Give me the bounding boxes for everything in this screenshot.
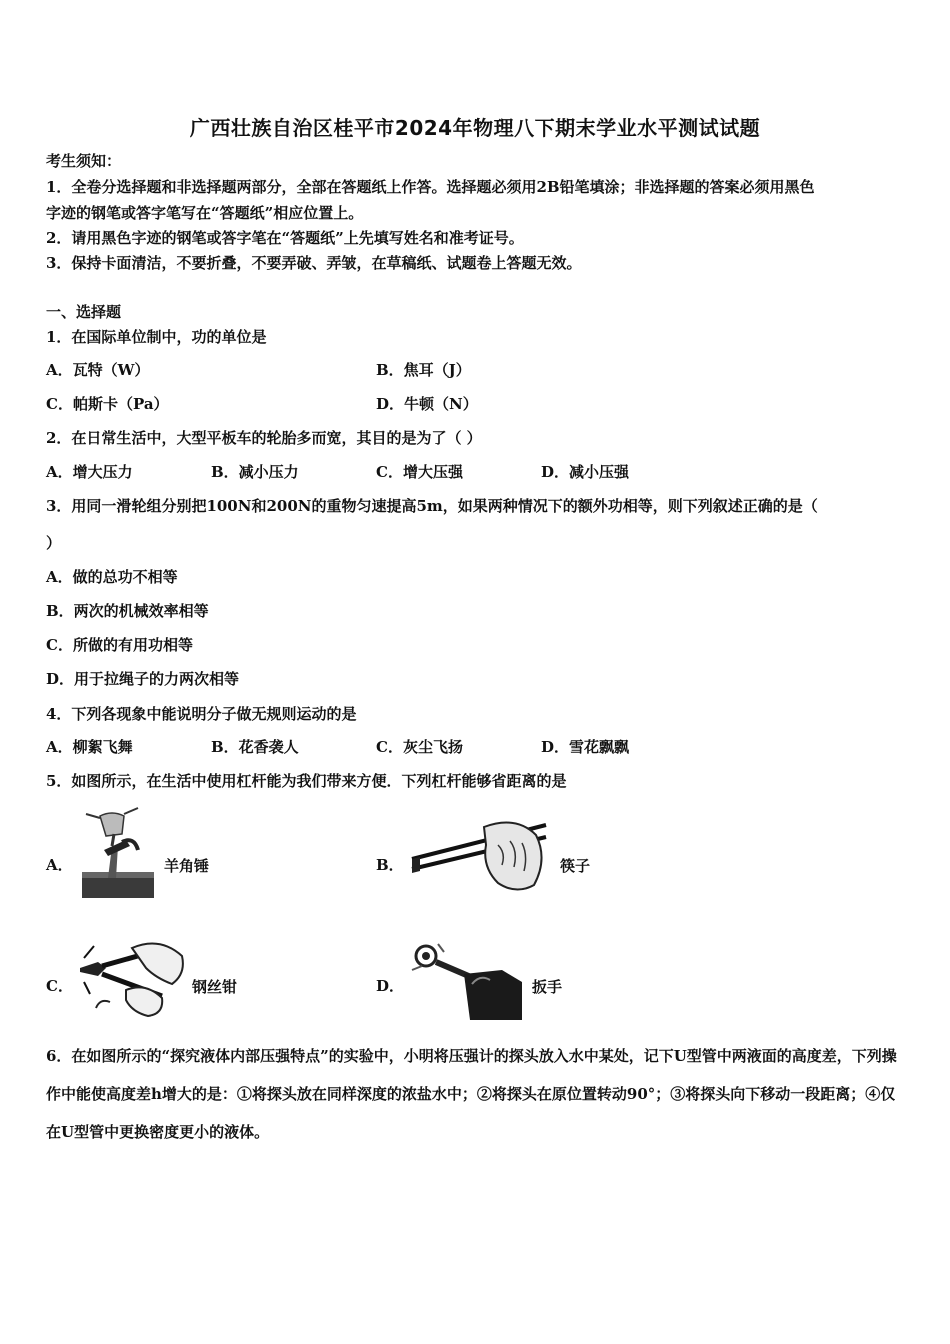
page-title: 广西壮族自治区桂平市2024年物理八下期末学业水平测试试题 xyxy=(189,116,761,140)
question-1-option-a: A．瓦特（W） xyxy=(46,361,150,379)
notice-item-1-line-2: 字迹的钢笔或答字笔写在“答题纸”相应位置上。 xyxy=(46,204,364,222)
question-5-option-b-letter: B． xyxy=(376,856,404,874)
question-3-stem-line-2: ） xyxy=(46,534,62,552)
claw-hammer-figure xyxy=(78,806,158,901)
chopsticks-figure xyxy=(406,815,552,895)
question-2-stem: 2．在日常生活中，大型平板车的轮胎多而宽，其目的是为了（ ） xyxy=(46,429,482,447)
question-1-option-d: D．牛顿（N） xyxy=(376,395,478,413)
question-2-option-c: C．增大压强 xyxy=(376,463,463,481)
notice-item-1-line-1: 1．全卷分选择题和非选择题两部分，全部在答题纸上作答。选择题必须用2B铅笔填涂；非选择题的答案必须用黑色 xyxy=(46,178,815,196)
question-1-stem: 1．在国际单位制中，功的单位是 xyxy=(46,328,267,346)
question-5-option-c-letter: C． xyxy=(46,977,73,995)
question-3-option-d: D．用于拉绳子的力两次相等 xyxy=(46,670,240,688)
notice-heading: 考生须知： xyxy=(46,152,122,170)
question-3-option-c: C．所做的有用功相等 xyxy=(46,636,193,654)
question-4-option-d: D．雪花飘飘 xyxy=(541,738,630,756)
question-5-option-b-label: 筷子 xyxy=(560,857,591,875)
question-1-option-c: C．帕斯卡（Pa） xyxy=(46,395,169,413)
wire-pliers-figure xyxy=(76,938,188,1020)
question-4-option-a: A．柳絮飞舞 xyxy=(46,738,133,756)
question-3-option-b: B．两次的机械效率相等 xyxy=(46,602,209,620)
question-4-stem: 4．下列各现象中能说明分子做无规则运动的是 xyxy=(46,705,357,723)
question-2-option-d: D．减小压强 xyxy=(541,463,630,481)
question-3-option-a: A．做的总功不相等 xyxy=(46,568,178,586)
question-4-option-c: C．灰尘飞扬 xyxy=(376,738,463,756)
wrench-figure xyxy=(408,940,526,1020)
question-5-stem: 5．如图所示，在生活中使用杠杆能为我们带来方便．下列杠杆能够省距离的是 xyxy=(46,772,567,790)
question-5-option-c-label: 钢丝钳 xyxy=(192,978,238,996)
question-5-option-a-letter: A． xyxy=(46,856,73,874)
question-2-option-a: A．增大压力 xyxy=(46,463,133,481)
question-5-option-d-letter: D． xyxy=(376,977,405,995)
question-5-option-d-label: 扳手 xyxy=(532,978,563,996)
question-2-option-b: B．减小压力 xyxy=(211,463,299,481)
section-heading: 一、选择题 xyxy=(46,303,122,321)
question-5-option-a-label: 羊角锤 xyxy=(164,857,210,875)
question-3-stem-line-1: 3．用同一滑轮组分别把100N和200N的重物匀速提高5m，如果两种情况下的额外功相等，则下列叙述正确的是（ xyxy=(46,497,818,515)
question-6-stem: 6．在如图所示的“探究液体内部压强特点”的实验中，小明将压强计的探头放入水中某处，记下U型管中两液面的高度差，下列操作中能使高度差h增大的是：①将探头放在同样深度的浓盐水中；②将探头在原位置转动90°；③将探头向下移动一段距离；④仅在U型管中更换密度更小的液体。 xyxy=(46,1047,897,1141)
notice-item-2: 2．请用黑色字迹的钢笔或答字笔在“答题纸”上先填写姓名和准考证号。 xyxy=(46,229,524,247)
notice-item-3: 3．保持卡面清洁，不要折叠，不要弄破、弄皱，在草稿纸、试题卷上答题无效。 xyxy=(46,254,582,272)
question-4-option-b: B．花香袭人 xyxy=(211,738,299,756)
question-1-option-b: B．焦耳（J） xyxy=(376,361,471,379)
